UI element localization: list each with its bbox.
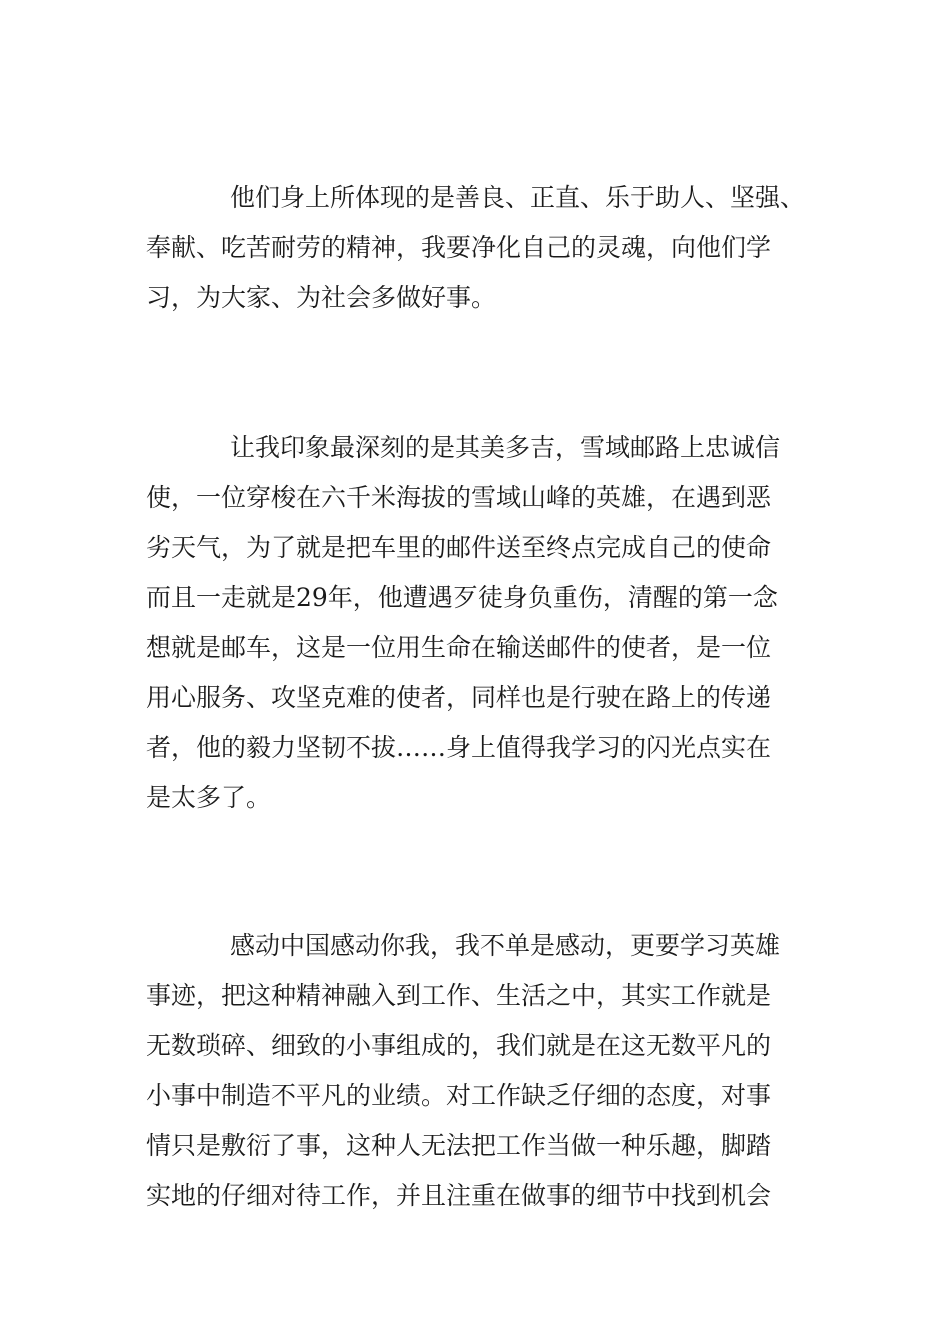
paragraph-line: 是太多了。 — [146, 783, 272, 812]
paragraph-line: 使，一位穿梭在六千米海拔的雪域山峰的英雄，在遇到恶 — [146, 483, 772, 512]
paragraph-line: 而且一走就是29年，他遭遇歹徒身负重伤，清醒的第一念 — [146, 583, 778, 612]
paragraph-line: 者，他的毅力坚韧不拔……身上值得我学习的闪光点实在 — [146, 733, 772, 762]
paragraph-line: 实地的仔细对待工作，并且注重在做事的细节中找到机会 — [146, 1181, 772, 1210]
paragraph-line: 让我印象最深刻的是其美多吉，雪域邮路上忠诚信 — [230, 433, 781, 462]
paragraph-line: 习，为大家、为社会多做好事。 — [146, 283, 497, 312]
paragraph-line: 劣天气，为了就是把车里的邮件送至终点完成自己的使命 — [146, 533, 772, 562]
paragraph-line: 小事中制造不平凡的业绩。对工作缺乏仔细的态度，对事 — [146, 1081, 772, 1110]
paragraph-line: 用心服务、攻坚克难的使者，同样也是行驶在路上的传递 — [146, 683, 772, 712]
paragraph-line: 想就是邮车，这是一位用生命在输送邮件的使者，是一位 — [146, 633, 772, 662]
paragraph-line: 他们身上所体现的是善良、正直、乐于助人、坚强、 — [230, 183, 806, 212]
paragraph-line: 情只是敷衍了事，这种人无法把工作当做一种乐趣，脚踏 — [146, 1131, 772, 1160]
paragraph-line: 无数琐碎、细致的小事组成的，我们就是在这无数平凡的 — [146, 1031, 772, 1060]
paragraph-line: 奉献、吃苦耐劳的精神，我要净化自己的灵魂，向他们学 — [146, 233, 772, 262]
paragraph-line: 事迹，把这种精神融入到工作、生活之中，其实工作就是 — [146, 981, 772, 1010]
paragraph-line: 感动中国感动你我，我不单是感动，更要学习英雄 — [230, 931, 781, 960]
